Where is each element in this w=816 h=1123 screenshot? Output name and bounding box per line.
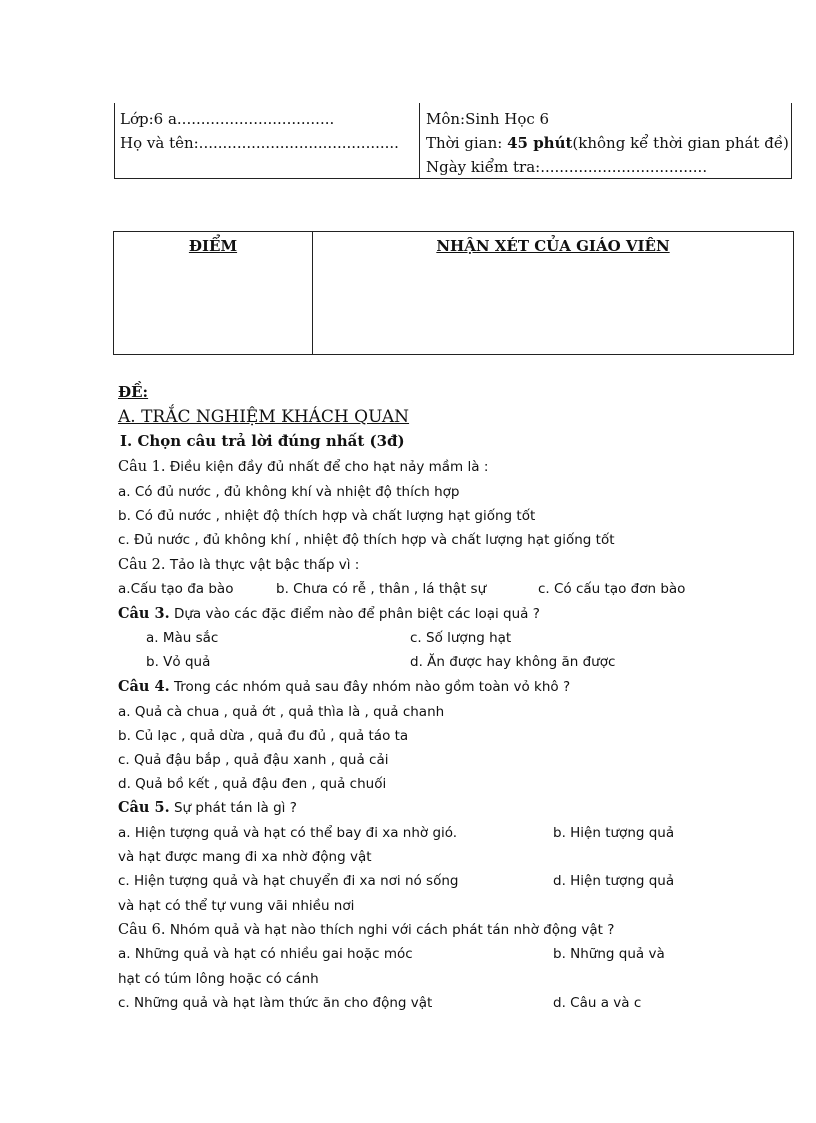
teacher-comment-heading: NHẬN XÉT CỦA GIÁO VIÊN (436, 237, 670, 255)
q3-option-c: c. Số lượng hạt (410, 630, 512, 646)
table-divider (419, 103, 420, 178)
q1-option-b: b. Có đủ nước , nhiệt độ thích hợp và chất lượng hạt giống tốt (118, 508, 536, 524)
q6-option-b: b. Những quả và (553, 946, 665, 962)
q6-option-c: c. Những quả và hạt làm thức ăn cho động vật (118, 995, 433, 1011)
question-4: Câu 4. Trong các nhóm quả sau đây nhóm nào gồm toàn vỏ khô ? (118, 678, 571, 695)
q6-option-a: a. Những quả và hạt có nhiều gai hoặc móc (118, 946, 413, 962)
q2-option-a: a.Cấu tạo đa bào (118, 581, 234, 597)
name-field: Họ và tên:.......................................... (120, 134, 399, 152)
q5-option-d-continued: và hạt có thể tự vung vãi nhiều nơi (118, 898, 355, 914)
student-info-left (120, 107, 399, 155)
q4-option-c: c. Quả đậu bắp , quả đậu xanh , quả cải (118, 752, 389, 768)
q5-option-d: d. Hiện tượng quả (553, 873, 675, 889)
question-6: Câu 6. Nhóm quả và hạt nào thích nghi với cách phát tán nhờ động vật ? (118, 922, 615, 938)
exam-info-right (426, 107, 789, 179)
q3-option-a: a. Màu sắc (146, 630, 219, 646)
q5-option-b-continued: và hạt được mang đi xa nhờ động vật (118, 849, 372, 865)
table-border (791, 103, 792, 178)
table-border (114, 103, 115, 178)
q6-option-b-continued: hạt có túm lông hoặc có cánh (118, 971, 319, 987)
q2-option-c: c. Có cấu tạo đơn bào (538, 581, 686, 597)
q4-option-d: d. Quả bồ kết , quả đậu đen , quả chuối (118, 776, 387, 792)
q5-option-a: a. Hiện tượng quả và hạt có thể bay đi xa nhờ gió. (118, 825, 458, 841)
q4-option-a: a. Quả cà chua , quả ớt , quả thìa là , quả chanh (118, 704, 445, 720)
q1-option-a: a. Có đủ nước , đủ không khí và nhiệt độ thích hợp (118, 484, 460, 500)
section-a-heading: A. TRẮC NGHIỆM KHÁCH QUAN (118, 407, 410, 427)
student-info-table (114, 103, 792, 179)
q1-option-c: c. Đủ nước , đủ không khí , nhiệt độ thích hợp và chất lượng hạt giống tốt (118, 532, 615, 548)
q2-option-b: b. Chưa có rễ , thân , lá thật sự (276, 581, 487, 597)
question-3: Câu 3. Dựa vào các đặc điểm nào để phân biệt các loại quả ? (118, 605, 540, 622)
question-5: Câu 5. Sự phát tán là gì ? (118, 799, 297, 816)
question-1: Câu 1. Điều kiện đầy đủ nhất để cho hạt nảy mầm là : (118, 459, 489, 475)
class-field: Lớp:6 a................................. (120, 110, 335, 128)
time-field: Thời gian: 45 phút(không kể thời gian phát đề) (426, 134, 789, 152)
score-box (113, 231, 794, 355)
question-2: Câu 2. Tảo là thực vật bậc thấp vì : (118, 557, 360, 573)
q3-option-d: d. Ăn được hay không ăn được (410, 654, 616, 670)
subject-field: Môn:Sinh Học 6 (426, 110, 550, 128)
exam-title: ĐỀ: (118, 383, 149, 401)
q5-option-c: c. Hiện tượng quả và hạt chuyển đi xa nơi nó sống (118, 873, 459, 889)
q5-option-b: b. Hiện tượng quả (553, 825, 675, 841)
date-field: Ngày kiểm tra:................................... (426, 158, 708, 176)
q6-option-d: d. Câu a và c (553, 995, 642, 1011)
part-1-heading: I. Chọn câu trả lời đúng nhất (3đ) (120, 432, 405, 450)
score-heading: ĐIỂM (188, 237, 238, 255)
q3-option-b: b. Vỏ quả (146, 654, 211, 670)
q4-option-b: b. Củ lạc , quả dừa , quả đu đủ , quả táo ta (118, 728, 409, 744)
